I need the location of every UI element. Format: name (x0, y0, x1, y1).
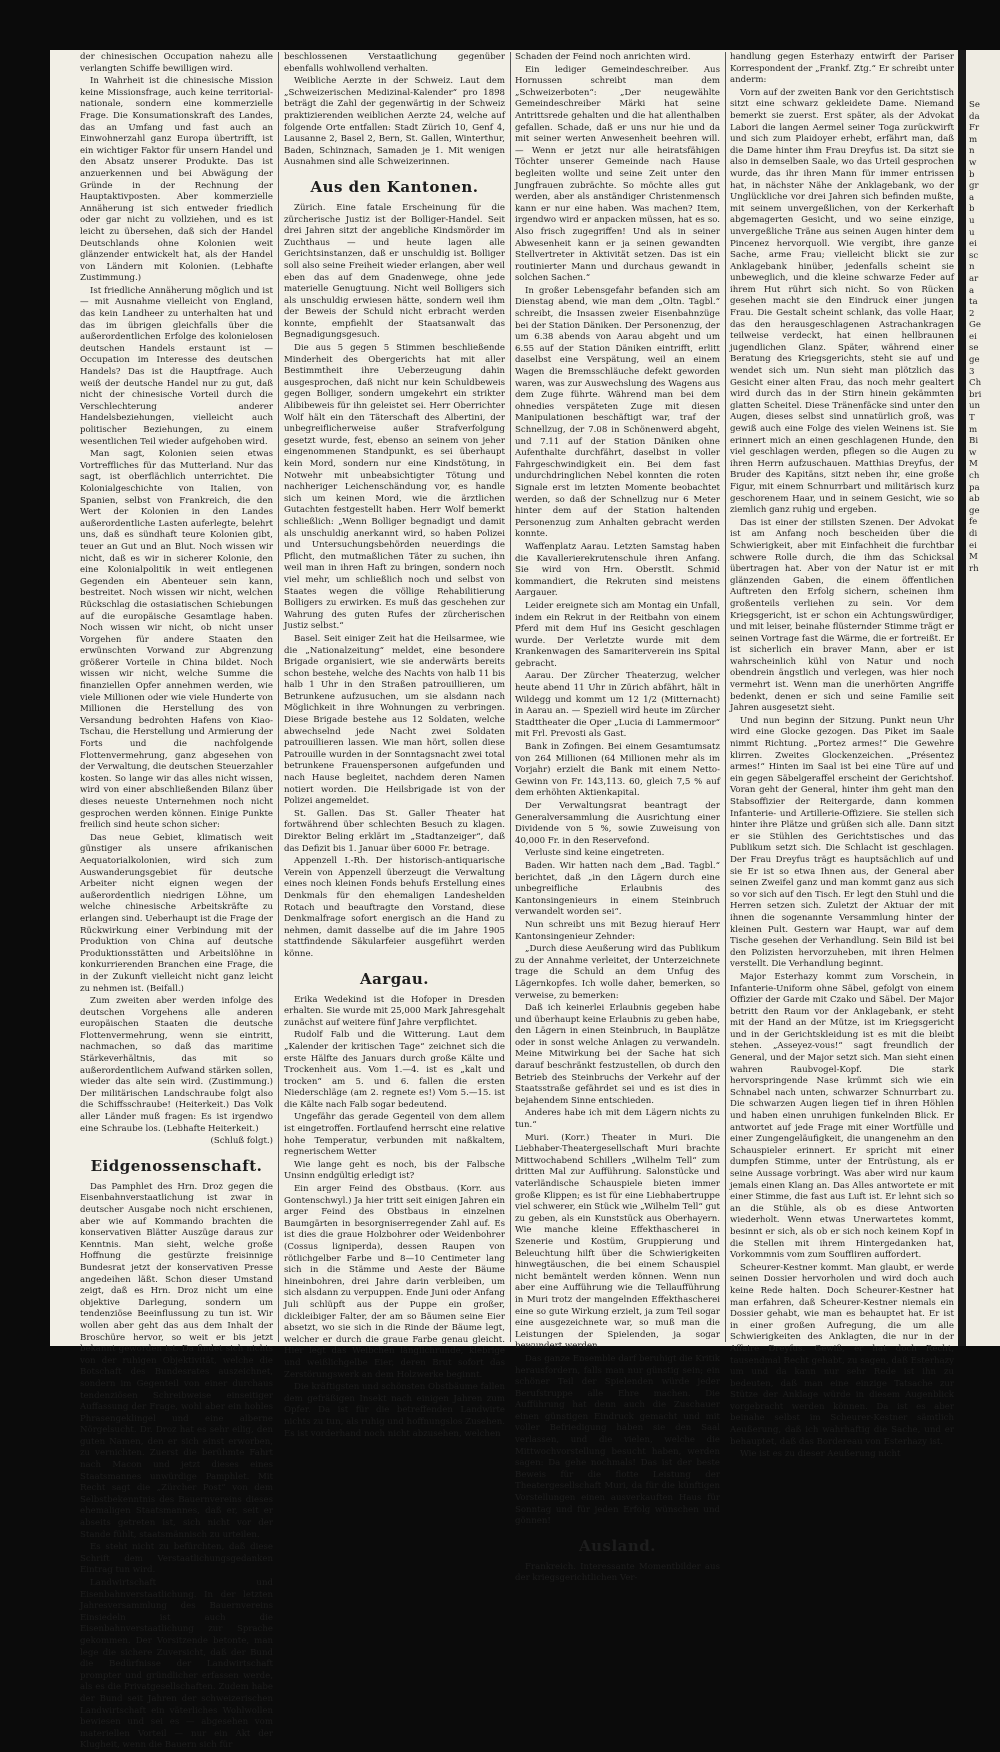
paragraph: „Durch diese Aeußerung wird das Publikum zu der Annahme verleitet, der Unterzeichnete trage die Schuld an dem Unfug des Lägernkopfes. Ich wolle daher, bemerken, so verweise, zu bemerken: (515, 944, 720, 1001)
edge-line: di (969, 528, 978, 539)
edge-line: 3 (969, 366, 975, 377)
paragraph: Ein arger Feind des Obstbaus. (Korr. aus Gontenschwyl.) Ja hier tritt seit einigen Jahren ein arger Feind des Obstbaus in einzelnen Baumgärten in besorgniserregender Zahl auf. Es ist dies die graue Holzbohrer oder Weidenbohrer (Cossus ligniperda), dessen Raupen von rötlichgelber Farbe und 8—10 Centimeter lang sich in die Stämme und Aeste der Bäume hineinbohren, drei Jahre darin verbleiben, um sich alsdann zu verpuppen. Ende Juni oder Anfang Juli schlüpft aus der Puppe ein großer, dickleibiger Falter, der am so Bäumen seine Eier absetzt, wo sie sich in die Rinde der Bäume legt, welcher er durch die graue Farbe genau gleicht. Hier legt das Weibchen länglichrunde, klebrige und weißlichgelbe Eier, deren Brut sofort das Zerstörungswerk an dem Holzwerke beginnt. (284, 1184, 505, 1380)
paragraph: In Wahrheit ist die chinesische Mission keine Missionsfrage, auch keine territorial-nationale, sondern eine kommerzielle Frage. Die Konsumationskraft des Landes, das an Umfang und fast auch an Einwohnerzahl ganz Europa übertrifft, ist ein wichtiger Faktor für unsern Handel und den Absatz unserer Produkte. Das ist anzuerkennen und bei Abwägung der Gründe in der Rechnung der Hauptaktivposten. Aber kommerzielle Annäherung ist sich entweder friedlich oder gar nicht zu vollziehen, und es ist leicht zu übersehen, daß sich der Handel Deutschlands ohne Kolonien weit glänzender entwickelt hat, als der Handel von Ländern mit Kolonien. (Lebhafte Zustimmung.) (80, 76, 273, 284)
edge-line: ge (969, 355, 980, 366)
paragraph: Daß ich keinerlei Erlaubnis gegeben habe und überhaupt keine Erlaubnis zu geben habe, den Lägern in einen Steinbruch, in Bauplätze oder in sonst welche Anlagen zu verwandeln. Meine Mitwirkung bei der Sache hat sich darauf beschränkt festzustellen, ob durch den Betrieb des Steinbruchs der Verkehr auf der Staatsstraße gefährdet sei und es ist dies in bejahendem Sinne entschieden. (515, 1003, 720, 1106)
paragraph: Anderes habe ich mit dem Lägern nichts zu tun.“ (515, 1108, 720, 1131)
edge-line: ei (969, 331, 977, 342)
paragraph: der chinesischen Occupation nahezu alle verlangten Schiffe bewilligen wird. (80, 52, 273, 74)
paragraph: Die aus 5 gegen 5 Stimmen beschließende Minderheit des Obergerichts hat mit aller Bestimmtheit ihre Ueberzeugung dahin ausgesprochen, daß nicht nur kein Schuldbeweis gegen Bolliger, sondern umgekehrt ein strikter Alibibeweis für ihn geleistet sei. Herr Oberrichter Wolf hält ein den Täterschaft des Albertini, der unbegreiflicherweise außer Strafverfolgung gesetzt wurde, fest, ebenso an seinem von jeher eingenommenen Standpunkt, es sei überhaupt kein Mord, sondern nur eine Kindstötung, in Notwehr mit unbeabsichtigter Tötung und nachheriger Leichenschändung vor, es handle sich um keinen Mord, wie die ärztlichen Gutachten festgestellt haben. Herr Wolf bemerkt schließlich: „Wenn Bolliger begnadigt und damit als unschuldig anerkannt wird, so haben Polizei und Untersuchungsbehörden neuerdings die Pflicht, den mutmaßlichen Täter zu suchen, ihn weil man in ihren Haft zu bringen, sondern noch viel mehr, um schließlich noch und selbst von Staates wegen die völlige Rehabilitierung Bolligers zu erwirken. Es muß das geschehen zur Wahrung des guten Rufes der zürcherischen Justiz selbst.“ (284, 343, 505, 632)
edge-line: fe (969, 517, 978, 528)
paragraph: Bank in Zofingen. Bei einem Gesamtumsatz von 264 Millionen (64 Millionen mehr als im Vorjahr) erzielt die Bank mit einem Netto-Gewinn von Fr. 143,113. 60, gleich 7,5 % auf dem erhöhten Aktienkapital. (515, 742, 720, 799)
edge-line: bri (969, 389, 982, 400)
article-text (284, 52, 505, 169)
paragraph: Ist friedliche Annäherung möglich und ist — mit Ausnahme vielleicht von England, das kein Landheer zu unterhalten hat und das im übrigen gleichfalls über die außerordentlichen Erfolge des kolonielosen deutschen Handels erstaunt ist — Occupation im Interesse des deutschen Handels? Das ist die Hauptfrage. Auch weiß der deutsche Handel nur zu gut, daß nicht der chinesische Vorteil durch die Verschlechterung anderer Handelsbeziehungen, vielleicht auch politischer Beziehungen, zu einem wesentlichen Teil wieder aufgehoben wird. (80, 285, 273, 447)
edge-line: ab (969, 494, 980, 505)
paragraph: Weibliche Aerzte in der Schweiz. Laut dem „Schweizerischen Medizinal-Kalender“ pro 1898 beträgt die Zahl der gegenwärtig in der Schweiz praktizierenden weiblichen Aerzte 24, welche auf folgende Orte entfallen: Stadt Zürich 10, Genf 4, Lausanne 2, Basel 2, Bern, St. Gallen, Winterthur, Baden, Schinznach, Samaden je 1. Mit wenigen Ausnahmen sind alle Schweizerinnen. (284, 76, 505, 168)
paragraph: In großer Lebensgefahr befanden sich am Dienstag abend, wie man dem „Oltn. Tagbl.“ schreibt, die Insassen zweier Eisenbahnzüge bei der Station Däniken. Der Personenzug, der um 6.38 abends von Aarau abgeht und um 6.55 auf der Station Däniken eintrifft, erlitt daselbst eine Verspätung, weil an einem Wagen die Bremsschläuche defekt geworden waren, was zur Auswechslung des Wagens aus dem Zuge führte. Während man bei dem ohnedies verspäteten Zuge mit diesen Manipulationen beschäftigt war, traf der Schnellzug, der 7.08 in Schönenwerd abgeht, und 7.11 auf der Station Däniken ohne Aufenthalte durchfährt, daselbst in voller Fahrgeschwindigkeit ein. Bei dem fast undurchdringlichen Nebel konnten die roten Signale erst im letzten Momente beobachtet werden, so daß der Schnellzug nur 6 Meter hinter dem auf der Station haltenden Personenzug zum Anhalten gebracht werden konnte. (515, 285, 720, 540)
paragraph: Vorn auf der zweiten Bank vor den Gerichtstisch sitzt eine schwarz gekleidete Dame. Niemand bemerkt sie zuerst. Erst später, als der Advokat Labori die langen Aermel seiner Toga zurückwirft und sich zum Plaidoyer erhebt, erfährt man, daß die Dame hinter ihm Frau Dreyfus ist. Da sitzt sie also in demselben Saale, wo das Urteil gesprochen wurde, das ihr ihren Mann für immer entrissen hat, in nächster Nähe der Anklagebank, wo der Unglückliche vor drei Jahren sich befinden mußte, mit seinem unvergeßlichen, von der Kerkerhaft abgemagerten Gesicht, und wo seine einzige, unvergeßliche Träne aus seinen Augen hinter dem Pincenez hervorquoll. Wie vergibt, ihre ganze Sache, arme Frau; vielleicht blickt sie zur Anklagebank hinüber, jedenfalls scheint sie unbeweglich, und die kleine schwarze Feder auf ihrem Hut rührt sich nicht. So von Rücken gesehen macht sie den Eindruck einer jungen Frau. Die Gestalt scheint schlank, das volle Haar, das den herausgeschlagenen Astrachankragen teilweise verdeckt, hat einen hellbraunen jugendlichen Glanz. Später, während einer Beratung des Kriegsgerichts, steht sie auf und wendet sich um. Nun sieht man plötzlich das Gesicht einer alten Frau, das noch mehr gealtert wird durch das in der Stirn hinein gekämmten glatten Scheitel. Diese Tränenfäcke sind unter den Augen, dieses selbst sind unnatürlich groß, was gewiß auch eine Folge des vielen Weinens ist. Sie erinnert mich an einen geschlagenen Hunde, den viel geschlagen werden, pflegen so die Augen zu ihren Herrn aufzuschauen. Matthias Dreyfus, der Bruder des Kapitäns, sitzt neben ihr, eine große Figur, mit einem Schnurrbart und militärisch kurz geschorenem Haar, und in seinem Gesicht, wie so ziemlich ganz ruhig und ergeben. (730, 87, 954, 516)
edge-line: Se (969, 100, 980, 110)
article-text (284, 995, 505, 1441)
edge-line: a (969, 285, 975, 296)
column-3 (515, 52, 720, 1584)
column-1 (80, 52, 273, 1751)
edge-line: T (969, 413, 975, 424)
paragraph: Wie lange geht es noch, bis der Falbsche Unsinn endgültig erledigt ist? (284, 1159, 505, 1182)
paragraph: Die kräftigsten und schönsten Obstbäume fallen dem gefräßigen Insekt nach einigen Jahren zum Opfer. Da ist für die betreffenden Landwirte nichts zu tun, als ruhig und hoffnungslos Zusehen. Es ist vorderhand noch nicht abzusehen, welchen (284, 1382, 505, 1439)
article-text (284, 203, 505, 961)
edge-line: w (969, 157, 977, 168)
section-heading: Ausland. (578, 1536, 657, 1555)
column-rule (510, 52, 511, 1342)
edge-line: ei (969, 239, 977, 250)
paragraph: handlung gegen Esterhazy entwirft der Pariser Korrespondent der „Frankf. Ztg.“ Er schreibt unter anderm: (730, 52, 954, 86)
continuation-note: (Schluß folgt.) (210, 1136, 273, 1147)
section-heading: Aargau. (359, 969, 430, 988)
paragraph: Baden. Wir hatten nach dem „Bad. Tagbl.“ berichtet, daß „in den Lägern durch eine unbegreifliche Erlaubnis des Kantonsingenieurs in einem Steinbruch verwandelt worden sei“. (515, 860, 720, 918)
paragraph: Zum zweiten aber werden infolge des deutschen Vorgehens alle anderen europäischen Staaten die deutsche Flottenvermehrung, wenn sie eintritt, nachmachen, so daß das maritime Stärkeverhältnis, das mit so außerordentlichem Aufwand stärken sollen, wieder das alte sein wird. (Zustimmung.) Der militärischen Landschraube folgt also die Schiffsschraube! (Heiterkeit.) Das Volk aller Länder muß fragen: Es ist irgendwo eine Schraube los. (Lebhafte Heiterkeit.) (80, 996, 273, 1134)
edge-line: w (969, 447, 977, 458)
paragraph: Nun schreibt uns mit Bezug hierauf Herr Kantonsingenieur Zehnder: (515, 919, 720, 942)
edge-line: se (969, 343, 979, 354)
paragraph: Es steht nicht zu befürchten, daß diese Schrift dem Verstaatlichungsgedanken Eintrag tun wird. (80, 1542, 273, 1576)
paragraph: Scheurer-Kestner kommt. Man glaubt, er werde seinen Dossier hervorholen und wird doch auch keine Rede halten. Doch Scheurer-Kestner hat man erfahren, daß Scheurer-Kestner niemals ein Dossier gehabt, wie man es behauptet hat. Er ist in einer großen Aufregung, die um alle Schwierigkeiten des Anklagten, die nur in der Affaire Dreyfus. Gewiß, er hat doch Recht, tausendmal Recht gehabt, zu sagen, daß Esterhazy um und da kann nur sehr Rede ist ihn zu bedeuten, daß man eine einzige Tatsache zur Stütze der Anklage würde in diesem Augenblick vorgebracht werden können. Da ist es aber beinahe selbst im Scheurer-Kestner sämtlich Aeußerung, daß ich wahrhaftig die Sache, und er behauptet, daß das Bordereau von Esterhazy ist. (730, 1262, 954, 1447)
edge-line: b (969, 169, 975, 180)
edge-line: gr (969, 181, 979, 192)
column-2 (284, 52, 505, 1439)
paragraph: Erika Wedekind ist die Hofoper in Dresden erhalten. Sie wurde mit 25,000 Mark Jahresgehalt zunächst auf weitere fünf Jahre verpflichtet. (284, 994, 505, 1028)
edge-line: Ch (969, 378, 982, 389)
paragraph: Landwirtschaft und Eisenbahnverstaatlichung. In der letzten Jahresversammlung des Bauernvereins Einsiedeln ist auch die Eisenbahnverstaatlichung zur Sprache gekommen. Der Vorsitzende betonte, man lege die sichere Zuversicht, daß der Bund die Bedürfnisse der Landwirtschaft prompter und gründlicher erfassen werde, als es die Privatgesellschaften. Zudem habe der Bund seit Jahren der schweizerischen Landwirtschaft ein väterliches Wohlwollen bewiesen und sei es — abgesehen vom materiellen Vorteil — nur ein Akt der Klugheit, wenn die Bauern sich für (80, 1578, 273, 1751)
section-heading: Aus den Kantonen. (310, 177, 479, 196)
paragraph: beschlossenen Verstaatlichung gegenüber ebenfalls wohlwollend verhalten. (284, 52, 505, 74)
edge-line: a (969, 192, 975, 203)
edge-line: m (969, 134, 978, 145)
adjacent-page-edge (966, 50, 1000, 1346)
edge-line: n (969, 146, 975, 157)
column-4 (730, 52, 954, 1460)
paragraph: Waffenplatz Aarau. Letzten Samstag haben die Kavallerierekrutenschule ihren Anfang. Sie wird von Hrn. Oberstlt. Schmid kommandiert, die Rekruten sind meistens Aargauer. (515, 541, 720, 599)
edge-line: ar (969, 273, 979, 284)
paragraph: Ungefähr das gerade Gegenteil von dem allem ist eingetroffen. Fortlaufend herrscht eine relative hohe Temperatur, verbunden mit naßkaltem, regnerischem Wetter (284, 1112, 505, 1158)
paragraph: Verluste sind keine eingetreten. (525, 848, 665, 859)
paragraph: Das ganze Ensemble darf beruhigt die Kritik herausfordern, falls man nur günstig sein; ein schöner Teil der Spielenden würde jeder Berufstruppe alle Ehre machen. Die Aufführung hat denn auch die Zuschauer einen günstigen Eindruck gemacht und mit voller Befriedigung haben sie den Saal verlassen, und die vielen, welche die Mittwochvorstellung besucht haben, werden sagen: Da gehe nochmals! Das ist der beste Beweis für die flotte Leistung der Theatergesellschaft Muri, da für die künftigen Vorstellungen einen ausverkauften Haus für Sonntag und für jeden Erfolg wünschen und gönnen! (515, 1353, 720, 1527)
paragraph: Der Verwaltungsrat beantragt der Generalversammlung die Ausrichtung einer Dividende von 5 %, sowie Zuweisung von 40,000 Fr. in den Reservefond. (515, 801, 720, 846)
edge-line: pa (969, 482, 980, 493)
paragraph: Wie ist es zu dieser Aeußerung nicht (740, 1449, 901, 1460)
edge-line: ei (969, 540, 977, 551)
paragraph: Ein lediger Gemeindeschreiber. Aus Hornussen schreibt man dem „Schweizerboten“: „Der neugewählte Gemeindeschreiber Märki hat seine Antrittsrede gehalten und die hat allenthalben gefallen. Schade, daß er uns nur hie und da mit seiner werten Anwesenheit beehren will. — Wenn er jetzt nur alle heiratsfähigen Töchter unserer Gemeinde nach Hause begleiten wollte und seine Zeit unter den Jungfrauen zubrächte. So möchte alles gut werden, aber als anständiger Christenmensch kann er nur eine haben. Was machen? Item, irgendwo wird er anpacken müssen, hat es so. Also frisch zugegriffen! Und als in seiner Abwesenheit kann er ja seinen gewandten Stellvertreter in Aktivität setzen. Das ist ein routinierter Mann und durchaus gewandt in solchen Sachen.“ (515, 64, 720, 284)
article-text (80, 1182, 273, 1752)
paragraph: St. Gallen. Das St. Galler Theater hat fortwährend über schlechten Besuch zu klagen. Direktor Beling erklärt im „Stadtanzeiger“, daß das Defizit bis 1. Januar über 6000 Fr. betrage. (284, 808, 505, 854)
edge-line: b (969, 204, 975, 215)
paragraph: Muri. (Korr.) Theater in Muri. Die Liebhaber-Theatergesellschaft Muri brachte Mittwochabend Schillers „Wilhelm Tell“ zum dritten Mal zur Aufführung. Salonstücke und vaterländische Schauspiele bieten immer große Klippen; es ist für eine Liebhabertruppe viel schwerer, ein Stück wie „Wilhelm Tell“ gut zu geben, als ein Kunststück aus Oberhayern. Wie manche kleine Effekthascherei in Szenerie und Kostüm, Gruppierung und Beleuchtung hilft über die Schwierigkeiten hinwegtäuschen, die bei einem Schauspiel nicht bemäntelt werden können. Wenn nun aber eine Aufführung wie die Tellaufführung in Muri trotz der mangelnden Effekthascherei eine so gute Wirkung erzielt, ja zum Teil sogar eine ausgezeichnete war, so muß man die Leistungen der Spielenden, ja sogar bewundert werden. (515, 1132, 720, 1352)
paragraph: Und nun beginn der Sitzung. Punkt neun Uhr wird eine Glocke gezogen. Das Piket im Saale nimmt Richtung. „Portez armes!“ Die Gewehre klirren. Zweites Glockenzeichen. „Présentez armes!“ Hinten im Saal ist bei eine Türe auf und ein gegen Säbelgeraffel erscheint der Gerichtshof. Voran geht der General, hinter ihm geht man den Stabsoffizier der Reitergarde, dann kommen Infanterie- und Artillerie-Offiziere. Sie stellen sich hinter ihre Plätze und grüßen sich alle. Dann sitzt er sie Stühlen des Gerichtstisches und das Publikum setzt sich. Die Schlacht ist geschlagen. Der Frau Dreyfus trägt es hauptsächlich auf und sie Er ist so etwa Ihnen aus, der General aber seinen Zweifel ganz und man kommt ganz aus sich so vor sich auf den Tisch. Er legt den Stuhl und die Herren setzen sich. Zuletzt der Aktuar der mit ihnen die sogenannte Versammlung hinter der kleinen Pult. Gestern war Haupt, war auf dem Tische gesehen der Verhandlung. Sein Bild ist bei den Polizisten hervorzuheben, mit ihren Helmen verstellt. Die Verhandlung beginnt. (730, 715, 954, 970)
article-text (730, 52, 954, 1461)
column-rule (725, 52, 726, 1342)
paragraph: Das neue Gebiet, klimatisch weit günstiger als unsere afrikanischen Aequatorialkolonien, wird sich zum Auswanderungsgebiet für deutsche Arbeiter nicht eignen wegen der außerordentlich niedrigen Löhne, um welche chinesische Arbeitskräfte zu erlangen sind. Ueberhaupt ist die Frage der Rückwirkung einer Verbindung mit der Produktion von China auf deutsche Produktionsstätten und Arbeitslöhne in konkurrierenden Branchen eine Frage, die in der Zukunft vielleicht nicht ganz leicht zu nehmen ist. (Beifall.) (80, 832, 273, 994)
paragraph: Rudolf Falb und die Witterung. Laut dem „Kalender der kritischen Tage“ zeichnet sich die erste Hälfte des Januars durch große Kälte und Trockenheit aus. Vom 1.—4. ist es „kalt und trocken“ am 5. und 6. fallen die ersten Niederschläge (am 2. regnete es!) Vom 5.—15. ist die Kälte nach Falb sogar bedeutend. (284, 1030, 505, 1110)
edge-line: u (969, 227, 975, 238)
edge-line: ge (969, 505, 980, 516)
paragraph: Zürich. Eine fatale Erscheinung für die zürcherische Justiz ist der Bolliger-Handel. Seit drei Jahren sitzt der angebliche Kindsmörder im Zuchthaus — und heute lagen alle Gerichtsinstanzen, daß er unschuldig ist. Bolliger soll also seine Freiheit wieder erlangen, aber weil eben das auf dem Gnadenwege, ohne jede materielle Genugtuung. Nicht weil Bolligers sich als unschuldig erwiesen hätte, sondern weil ihm der Beweis der Schuld nicht erbracht werden konnte, empfiehlt der Staatsanwalt das Begnadigungsgesuch. (284, 202, 505, 341)
article-lead: Frankreich. Interessante Momentbilder aus der kriegsgerichtlichen Ver- (515, 1561, 720, 1584)
edge-line: ta (969, 297, 978, 308)
edge-line: Fr (969, 123, 980, 134)
paragraph: Man sagt, Kolonien seien etwas Vortreffliches für das Mutterland. Nur das sagt, ist oberflächlich unterrichtet. Die Kolonialgeschichte von Italien, von Spanien, selbst von Frankreich, die den Wert der Kolonien in den Landes außerordentliche Lasten auferlegte, belehrt uns, daß es sündhaft teure Kolonien gibt, teuer an Gut und an Blut. Noch wissen wir nicht, daß es wir in sicherer Kolonie, den eine Kolonialpolitik in weit entlegenen Gegenden ein Abenteuer sein kann, bestreitet. Noch wissen wir nicht, welchen Rückschlag die ostasiatischen Schiebungen auf die europäische Gesamtlage haben. Noch wissen wir nicht, ob nicht unser Vorgehen für andere Staaten den erwünschten Vorwand zur Abgrenzung größerer Vorteile in China bildet. Noch wissen wir nicht, welche Summe die finanziellen Opfer annehmen werden, wie viele Millionen oder wie viele Hunderte von Millionen die Herstellung des von Versandung bedrohten Hafens von Kiao-Tschau, die Herstellung und Armierung der Forts und die nachfolgende Flottenvermehrung, ganz abgesehen von der Verwaltung, die deutschen Steuerzahler kosten. So lange wir das alles nicht wissen, wird von einer abschließenden Bilanz über dieses neueste Unternehmen noch nicht gesprochen werden können. Einige Punkte freilich sind heute schon sicher: (80, 449, 273, 831)
edge-line: n (969, 262, 975, 273)
paragraph: Appenzell I.-Rh. Der historisch-antiquarische Verein von Appenzell überzeugt die Verwaltung eines noch kleinen Fonds behufs Erstellung eines Denkmals für den ehemaligen Landeshelden Rotach und beauftragte den Vorstand, diese Denkmalfrage sofort energisch an die Hand zu nehmen, damit dasselbe auf die im Jahre 1905 stattfindende Säkularfeier ausgeführt werden könne. (284, 856, 505, 959)
edge-line: Ge (969, 320, 981, 331)
edge-line: 2 (969, 308, 975, 319)
edge-line: M (969, 552, 978, 563)
paragraph: Das Pamphlet des Hrn. Droz gegen die Eisenbahnverstaatlichung ist zwar in deutscher Ausgabe noch nicht erschienen, aber wie auf Kommando brachten die konservativen Blätter Auszüge daraus zur Kenntnis. Man sieht, welche große Hoffnung die gestürzte freisinnige Bundesrat jetzt der konservativen Presse angedeihen läßt. Schon dieser Umstand zeigt, daß es Hrn. Droz nicht um eine objektive Darlegung, sondern um tendenziöse Beeinflussung zu tun ist. Wir wollen aber geht das aus dem Inhalt der Broschüre hervor, so weit er bis jetzt bekannt geworden ist. Da findet sich nichts von der ruhigen Objektivität, welche die Botschaft des Bundesrates auszeichnet, sondern im Gegenteil von einer durchaus tendenziösen Schreibweise einseitiger Auffassung der Frage, wohl aber ein hohles Phrasengeklingel und eine alberne Nörgelsucht. Dr. Droz hat es sehr eilig, den guten Namen, den er sich einst erworben, zu vernichten. Zuerst die berühmte Fahrt nach Macon und jetzt dieses eines Staatsmannes unwürdige Pamphlet. Mit Recht sagt die „Zürcher Post“ von dem Selbstbekenntnis des Bauernvereins dieses ehemaligen Staatsmannes, daß er, seit er abseits getreten ist, sich nicht vor der Stande fühlt, staatsmännisch zu urteilen. (80, 1181, 273, 1540)
edge-line: rh (969, 563, 979, 574)
edge-line: ch (969, 471, 980, 481)
edge-line: M (969, 459, 978, 470)
article-text (80, 52, 273, 1135)
paragraph: Aarau. Der Zürcher Theaterzug, welcher heute abend 11 Uhr in Zürich abfährt, hält in Wildegg und kommt um 12 1/2 (Mitternacht) in Aarau an. — Speziell wird heute im Zürcher Stadttheater die Oper „Lucia di Lammermoor“ mit Frl. Prevosti als Gast. (515, 671, 720, 740)
article-text (515, 52, 720, 1528)
section-heading: Eidgenossenschaft. (90, 1156, 263, 1175)
edge-line: u (969, 215, 975, 226)
paragraph: Basel. Seit einiger Zeit hat die Heilsarmee, wie die „Nationalzeitung“ meldet, eine besondere Brigade organisiert, wie sie anderwärts bereits schon bestehe, welche des Nachts von halb 11 bis halb 1 Uhr in den Straßen patrouillieren, um Betrunkene aufzusuchen, um sie alsdann nach Möglichkeit in ihre Wohnungen zu verbringen. Diese Brigade bestehe aus 12 Soldaten, welche abwechselnd jede Nacht zwei Soldaten patrouillieren lassen. Wie man hört, sollen diese Patrouille wurden in der Sonntagsnacht zwei total betrunkene Frauenspersonen aufgefunden und nach Hause begleitet, nachdem deren Namen notiert worden. Die Heilsbrigade ist von der Polizei angemeldet. (284, 633, 505, 807)
edge-line: m (969, 424, 978, 435)
paragraph: Major Esterhazy kommt zum Vorschein, in Infanterie-Uniform ohne Säbel, gefolgt von einem Offizier der Garde mit Czako und Säbel. Der Major betritt den Raum vor der Anklagebank, er steht mit der Hand an der Mütze, ist im Kriegsgericht und in der Gerichtskleidung ist es mit die bleibt stehen. „Asseyez-vous!“ sagt freundlich der General, und der Major setzt sich. Man sieht einen wahren Raubvogel-Kopf. Die stark hervorspringende Nase krümmt sich wie ein Schnabel nach unten, schwarzer Schnurrbart zu. Die schwarzen Augen liegen tief in ihren Höhlen und haben einen unruhigen funkelnden Blick. Er antwortet auf jede Frage mit einer Wortfülle und einer Zungengeläufigkeit, die unangenehm an den Schauspieler erinnert. Er spricht mit einer dumpfen Stimme, unter der Entrüstung, als er seine Aussage vorbringt. Was aber wird nur kaum jemals einen Klang an. Das Alles antwortete er mit einer Stimme, die fast aus Luft ist. Er lehnt sich so an die Stühle, als ob es diese Antworten wiederholt. Wenn etwas Unerwartetes kommt, besinnt er sich, als ob er sich noch keinem Kopf in die Stellen mit ihrem Hintergedanken hat, Vorkommnis vom zum Souffliren auffordert. (730, 971, 954, 1261)
column-rule (278, 52, 279, 1342)
edge-line: Bi (969, 436, 979, 447)
edge-line: un (969, 401, 981, 412)
paragraph: Das ist einer der stillsten Szenen. Der Advokat ist am Anfang noch bescheiden über die Schwierigkeit, aber mit Einfachheit die furchtbar schwere Rolle durch, die ihm das Schicksal übertragen hat. Aber von der Natur ist er mit glänzenden Gaben, die einem öffentlichen Auftreten den Erfolg sichern, scheinen ihm großenteils verliehen zu sein. Vor dem Kriegsgericht, ist er schon ein Achtungswürdiger, und mit leiser, beinahe flüsternder Stimme trägt er seinen Vortrage fast die Wärme, die er fortreißt. Er ist sicherlich ein braver Mann, aber er ist wahrscheinlich kühl von Natur und noch obendrein ängstlich und verlegen, was hier noch vermehrt ist. Wenn man die unerhörten Angriffe bedenkt, denen er sich und seine Familie seit Jahren ausgesetzt sieht. (730, 517, 954, 714)
adjacent-page-text (966, 50, 1000, 575)
paragraph: Schaden der Feind noch anrichten wird. (515, 52, 691, 62)
edge-line: sc (969, 250, 979, 261)
edge-line: da (969, 111, 980, 122)
paragraph: Leider ereignete sich am Montag ein Unfall, indem ein Rekrut in der Reitbahn von einem Pferd mit dem Huf ins Gesicht geschlagen wurde. Der Verletzte wurde mit dem Krankenwagen des Samariterverein ins Spital gebracht. (515, 600, 720, 669)
